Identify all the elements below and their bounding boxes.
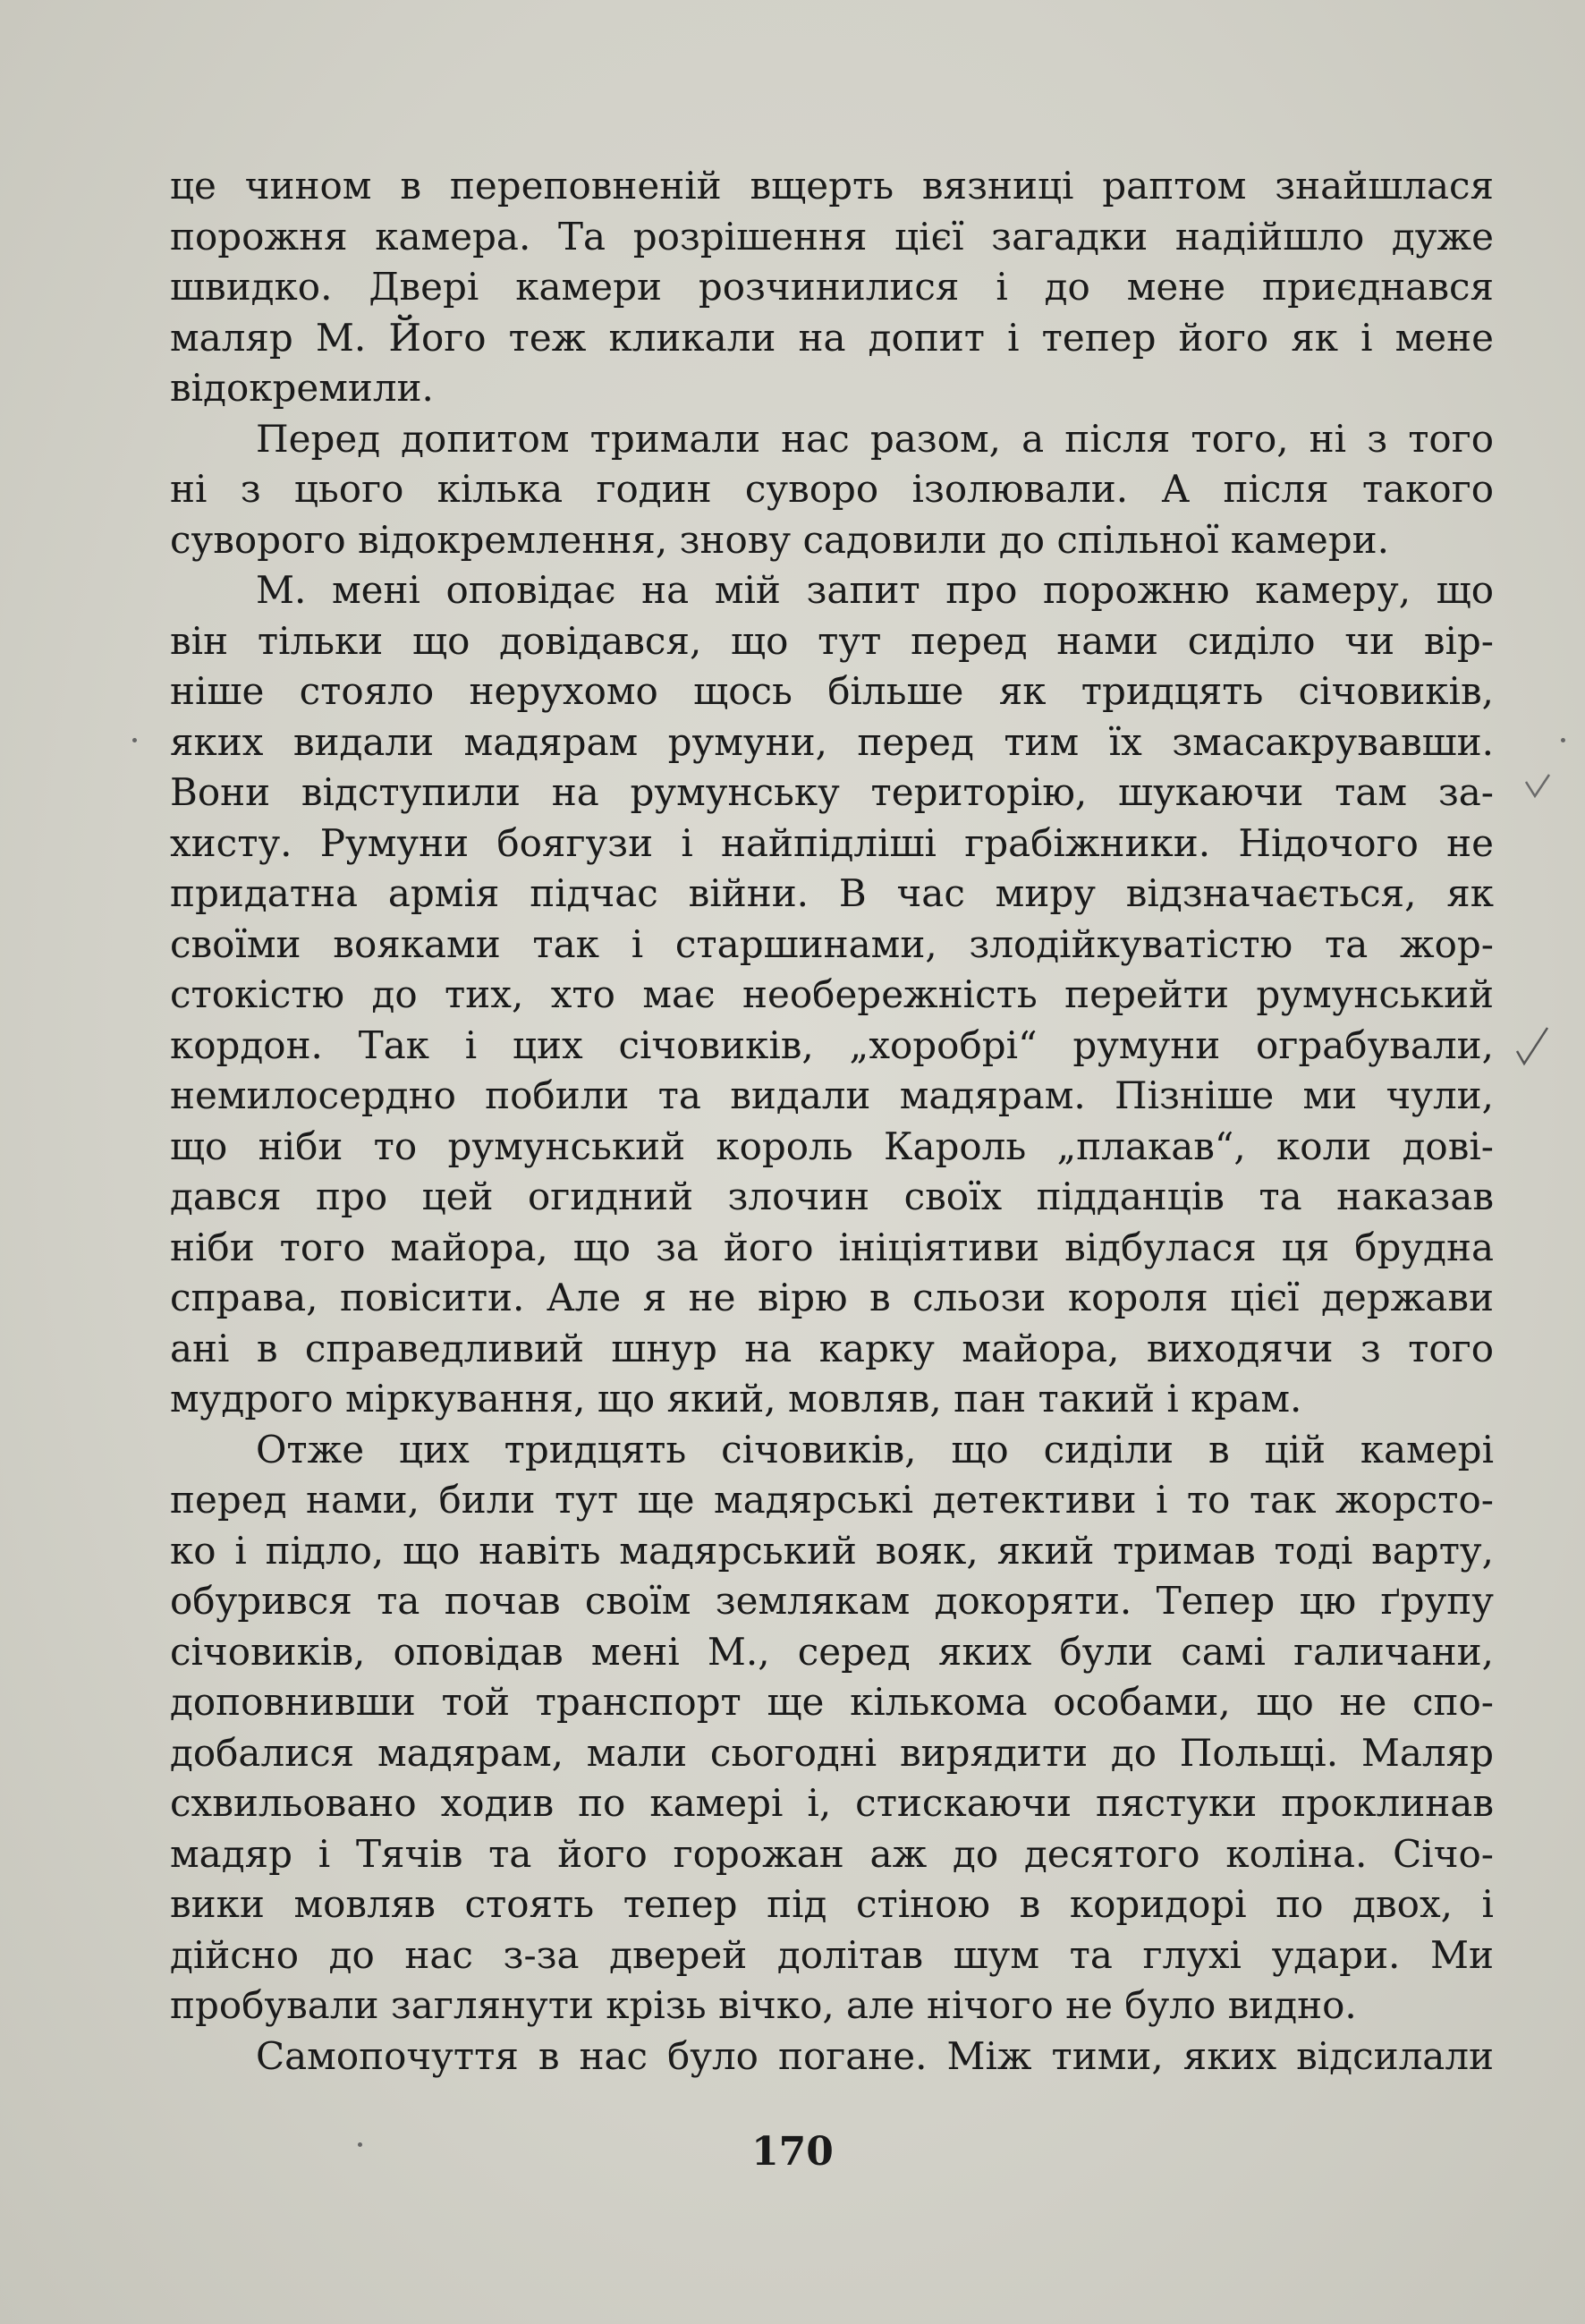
text-line: маляр М. Його теж кликали на допит і тепер його як і мене xyxy=(170,315,1494,360)
text-line: відокремили. xyxy=(170,366,434,410)
text-line: ніби того майора, що за його ініціятиви відбулася ця брудна xyxy=(170,1225,1494,1269)
text-line: добалися мадярам, мали сьогодні вирядити до Польщі. Маляр xyxy=(170,1730,1494,1775)
text-line: яких видали мадярам румуни, перед тим їх змасакрувавши. xyxy=(170,719,1494,764)
paragraph-4 xyxy=(170,1425,1494,2031)
text-line: немилосердно побили та видали мадярам. Пізніше ми чули, xyxy=(170,1073,1494,1117)
text-line: дався про цей огидний злочин своїх підданців та наказав xyxy=(170,1175,1494,1218)
paragraph-1 xyxy=(170,161,1494,414)
text-line: вики мовляв стоять тепер під стіною в коридорі по двох, і xyxy=(170,1882,1494,1926)
text-line: обурився та почав своїм землякам докоряти. Тепер цю ґрупу xyxy=(170,1579,1494,1623)
text-line: ні з цього кілька годин суворо ізолювали. А після такого xyxy=(170,467,1494,511)
text-line: він тільки що довідався, що тут перед нами сиділо чи вір- xyxy=(170,618,1494,663)
text-line: стокістю до тих, хто має необережність перейти румунський xyxy=(170,972,1494,1016)
text-line: М. мені оповідає на мій запит про порожню камеру, що xyxy=(256,568,1494,612)
text-line: що ніби то румунський король Кароль „плакав“, коли дові- xyxy=(170,1124,1494,1168)
page-text xyxy=(170,161,1494,2082)
text-line: придатна армія підчас війни. В час миру відзначається, як xyxy=(170,871,1494,915)
pencil-check-mark-icon xyxy=(1512,1024,1553,1069)
paper-speck xyxy=(132,738,137,742)
paper-speck xyxy=(358,2142,362,2147)
text-line: швидко. Двері камери розчинилися і до мене приєднався xyxy=(170,265,1494,309)
pencil-check-mark-icon xyxy=(1521,769,1556,805)
text-line: мудрого міркування, що який, мовляв, пан такий і крам. xyxy=(170,1377,1302,1421)
text-line: ко і підло, що навіть мадярський вояк, який тримав тоді варту, xyxy=(170,1528,1494,1573)
text-line: Самопочуття в нас було погане. Між тими, яких відсилали xyxy=(256,2033,1494,2078)
text-line: справа, повісити. Але я не вірю в сльози короля цієї держави xyxy=(170,1276,1494,1319)
text-line: схвильовано ходив по камері і, стискаючи пястуки проклинав xyxy=(170,1781,1494,1825)
text-line: перед нами, били тут ще мадярські детективи і то так жорсто- xyxy=(170,1478,1494,1522)
text-line: пробували заглянути крізь вічко, але нічого не було видно. xyxy=(170,1983,1357,2027)
paper-speck xyxy=(1561,738,1565,742)
text-line: січовиків, оповідав мені М., серед яких були самі галичани, xyxy=(170,1629,1494,1674)
text-line: ніше стояло нерухомо щось більше як тридцять січовиків, xyxy=(170,669,1494,713)
text-line: своїми вояками так і старшинами, злодійкуватістю та жор- xyxy=(170,921,1494,966)
text-line: ані в справедливий шнур на карку майора, виходячи з того xyxy=(170,1326,1494,1370)
text-line: мадяр і Тячів та його горожан аж до десятого коліна. Січо- xyxy=(170,1831,1494,1876)
paragraph-5 xyxy=(170,2031,1494,2082)
text-line: Отже цих тридцять січовиків, що сиділи в цій камері xyxy=(256,1427,1494,1472)
text-line: доповнивши той транспорт ще кількома особами, що не спо- xyxy=(170,1680,1494,1724)
text-line: хисту. Румуни боягузи і найпідліші грабіжники. Нідочого не xyxy=(170,820,1494,865)
text-line: суворого відокремлення, знову садовили до спільної камери. xyxy=(170,517,1389,562)
text-line: дійсно до нас з-за дверей долітав шум та глухі удари. Ми xyxy=(170,1932,1494,1977)
text-line: Перед допитом тримали нас разом, а після того, ні з того xyxy=(256,416,1494,461)
text-line: Вони відступили на румунську територію, шукаючи там за- xyxy=(170,770,1494,814)
text-line: це чином в переповненій вщерть вязниці раптом знайшлася xyxy=(170,164,1494,208)
page-number: 170 xyxy=(751,2129,834,2175)
paragraph-3 xyxy=(170,565,1494,1425)
text-line: порожня камера. Та розрішення цієї загадки надійшло дуже xyxy=(170,214,1494,259)
paragraph-2 xyxy=(170,414,1494,566)
text-line: кордон. Так і цих січовиків, „хоробрі“ румуни ограбували, xyxy=(170,1022,1494,1067)
